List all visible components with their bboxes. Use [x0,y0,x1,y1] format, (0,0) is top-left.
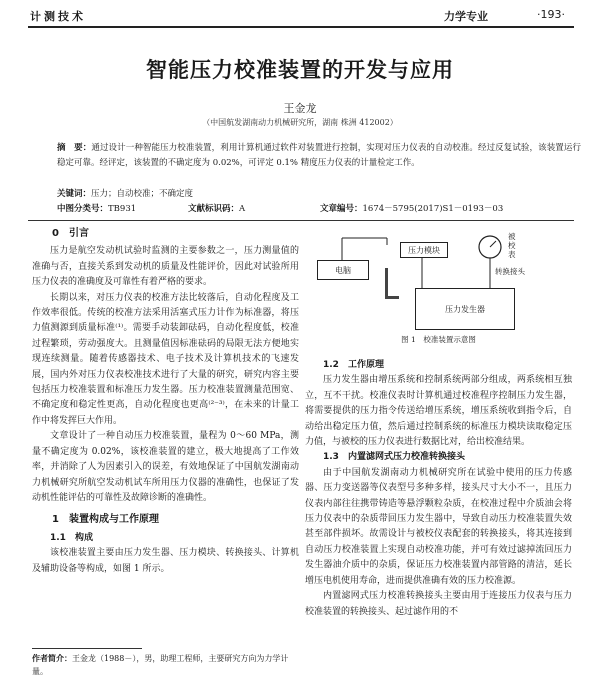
figure-caption: 图 1 校准装置示意图 [401,335,476,344]
abstract-rule [28,220,574,221]
adapter-label: 转换接头 [495,267,525,276]
doc-value: A [239,204,246,214]
figure-1 [305,230,572,350]
paragraph: 该校准装置主要由压力发生器、压力模块、转换接头、计算机及辅助设备等构成，如图 1 所示。 [32,548,299,574]
article-number [320,202,503,214]
left-column [32,226,299,577]
doc-label: 文献标识码： [188,204,240,214]
pressure-generator-box: 压力发生器 [415,288,515,330]
subsection-adapter: 1.3 内置滤网式压力校准转换接头 [323,452,465,463]
section-introduction: 0 引言 [52,228,89,239]
clc-value: TB931 [108,204,137,214]
keywords-label: 关键词： [57,189,92,199]
subsection-principle: 1.2 工作原理 [323,360,384,370]
abstract-label: 摘 要： [57,143,92,153]
affiliation: （中国航发湖南动力机械研究所，湖南 株洲 412002） [202,118,398,127]
running-header-section: 力学专业 [444,10,488,23]
footnote-label: 作者简介： [32,654,72,663]
paragraph: 文章设计了一种自动压力校准装置，量程为 0～60 MPa，测量不确定度为 0.02%，该校准装置的建立，极大地提高了工作效率，并消除了人为因素引入的误差，有效地保证了中国航发湖南动力机械研究所航空发动机试车所用压力仪器的准确性，也保证了发动机性能评估的可靠性及故障诊断的准确性。 [32,431,299,503]
header-rule [28,26,574,28]
footnote-rule [32,648,142,649]
pressure-module-box: 压力模块 [400,242,448,258]
paper-title: 智能压力校准装置的开发与应用 [146,58,454,82]
right-column [305,358,572,620]
keywords [57,187,193,199]
clc-number [57,202,136,214]
page-number: ·193· [537,8,565,21]
clc-label: 中图分类号： [57,204,109,214]
paragraph: 压力发生器由增压系统和控制系统两部分组成，两系统相互独立，互不干扰。校准仪表时计算机通过校准程序控制压力发生器，将需要提供的压力指令传送给增压系统，增压系统收到指令后，自动给出稳定压力值，然后通过控制系统的标准压力模块读取稳定压力值，与被校的压力仪表进行数据比对，给出校准结果。 [305,375,572,448]
subsection-composition: 1.1 构成 [50,532,93,543]
doc-code [188,202,245,214]
computer-box: 电脑 [317,260,369,280]
gauge-label: 被校表 [508,232,516,259]
paragraph: 内置滤网式压力校准转换接头主要由用于连接压力仪表与压力校准装置的转换接头、起过滤作用的不 [305,591,572,617]
paragraph: 压力是航空发动机试验时监测的主要参数之一，压力测量值的准确与否，直接关系到发动机的质量及性能评价，因此对试验所用压力仪表的准确度及可靠性有着严格的要求。 [32,246,299,288]
running-header-journal: 计测技术 [30,10,86,23]
art-value: 1674－5795(2017)S1－0193－03 [362,204,504,214]
keywords-text: 压力；自动校准；不确定度 [91,189,194,199]
paragraph: 长期以来，对压力仪表的校准方法比较落后，自动化程度及工作效率很低。传统的校准方法采用活塞式压力计作为标准器，将压力值测源到质量标准⁽¹⁾。需要手动装卸砝码，自动化程度低，校准过程繁琐，劳动强度大。且测量值因标准砝码的局限无法方便地实现连续测量。随着传感器技术、电子技术及计算机技术的飞速发展，国内外对压力仪表校准技术进行了大量的研究，研究内容主要包括压力校准装置和标准压力发生器。压力校准装置测量范围宽、不确定度和稳定性更高，自动化程度也更高⁽²⁻³⁾，在未来的计量工作中将发挥巨大作用。 [32,292,299,426]
abstract-text: 通过设计一种智能压力校准装置，利用计算机通过软件对装置进行控制，实现对压力仪表的自动校准。经过反复试验，该装置运行稳定可靠。经评定，该装置的不确定度为 0.02%，可评定 0.1% 精度压力仪表的计量检定工作。 [57,143,581,168]
footnote-text: 王金龙（1988－），男，助理工程师，主要研究方向为力学计量。 [32,654,289,676]
author: 王金龙 [283,102,317,115]
abstract [57,141,581,171]
section-structure: 1 装置构成与工作原理 [52,514,159,526]
art-label: 文章编号： [320,204,363,214]
author-bio-footnote [32,652,299,678]
paragraph: 由于中国航发湖南动力机械研究所在试验中使用的压力传感器、压力变送器等仪表型号多种多样，接头尺寸大小不一，且压力仪表内部往往携带铸造等悬浮颗粒杂质，在校准过程中介质油会将压力仪表中的杂质带回压力发生器中，导致自动压力校准装置失效甚至部件损坏。故需设计与被校仪表配套的转换接头，将其连接到自动压力校准装置上实现自动校准功能，并可有效过滤掉流回压力发生器油介质中的杂质，保证压力校准装置内部管路的清洁，延长增压电机使用寿命，进而提供准确有效的压力校准源。 [305,467,572,586]
